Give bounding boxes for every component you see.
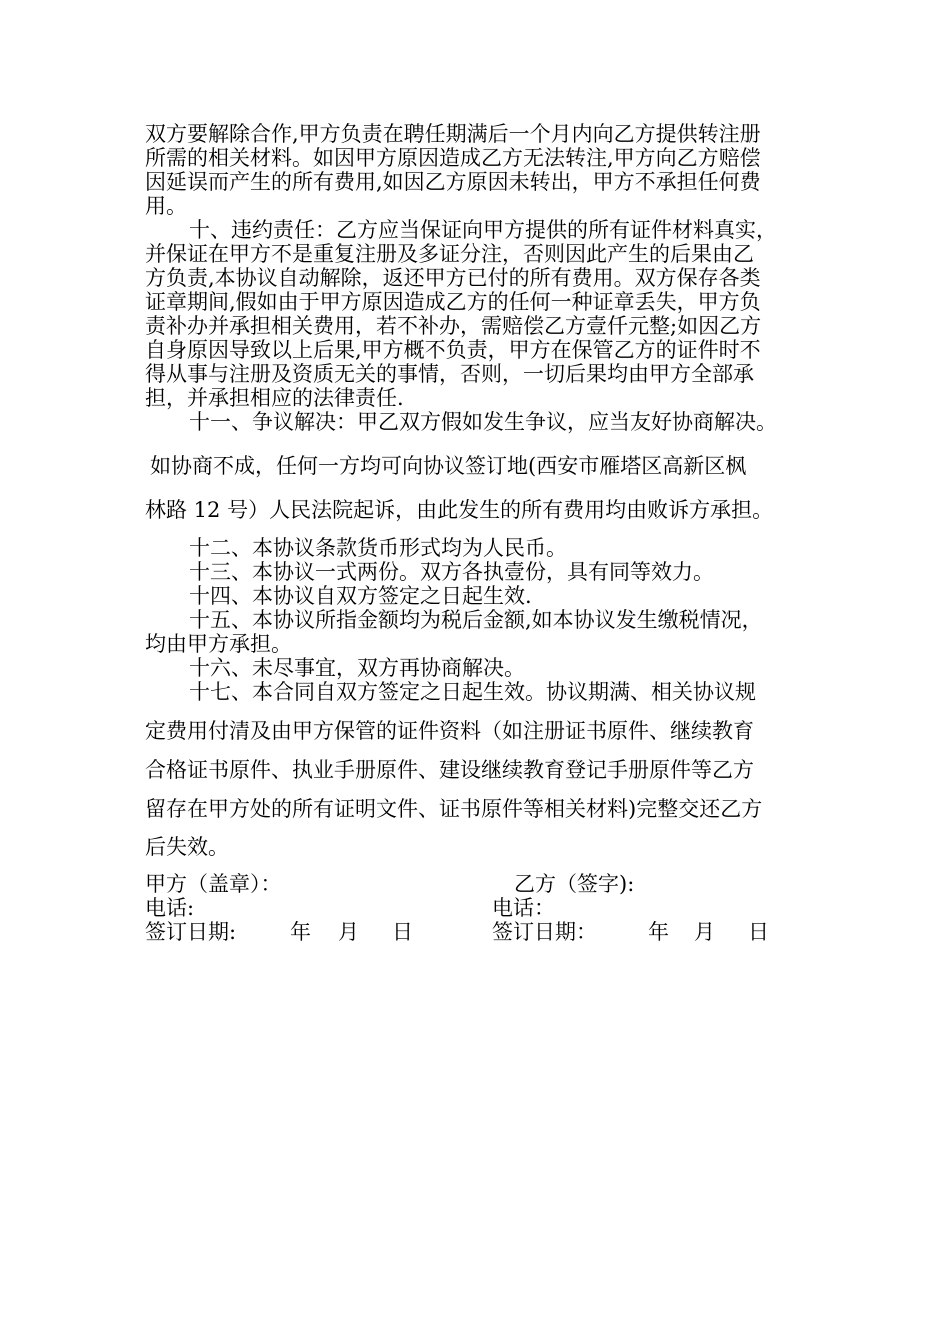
paragraph-line: 所需的相关材料。如因甲方原因造成乙方无法转注,甲方向乙方赔偿 — [145, 146, 761, 170]
clause-eleven-heading: 十一、争议解决：甲乙双方假如发生争议，应当友好协商解决。 — [189, 410, 777, 434]
party-b-phone-label: 电话： — [492, 896, 555, 920]
paragraph-line: 如协商不成，任何一方均可向协议签订地(西安市雁塔区高新区枫 — [150, 454, 747, 478]
clause-fifteen: 十五、本协议所指金额均为税后金额,如本协议发生缴税情况， — [189, 608, 763, 632]
clause-twelve: 十二、本协议条款货币形式均为人民币。 — [189, 536, 567, 560]
clause-fourteen: 十四、本协议自双方签定之日起生效. — [189, 584, 532, 608]
party-a-month: 月 — [338, 920, 359, 944]
party-a-label: 甲方（盖章）： — [145, 872, 282, 896]
party-a-date-label: 签订日期: — [145, 920, 237, 944]
clause-seventeen: 十七、本合同自双方签定之日起生效。协议期满、相关协议规 — [189, 680, 756, 704]
party-a-day: 日 — [392, 920, 413, 944]
party-b-label: 乙方（签字): — [514, 872, 635, 896]
party-b-month: 月 — [694, 920, 715, 944]
clause-sixteen: 十六、未尽事宜，双方再协商解决。 — [189, 656, 525, 680]
paragraph-line: 林路 12 号）人民法院起诉，由此发生的所有费用均由败诉方承担。 — [145, 498, 774, 522]
party-b-date-label: 签订日期： — [492, 920, 597, 944]
paragraph-line: 证章期间,假如由于甲方原因造成乙方的任何一种证章丢失，甲方负 — [145, 290, 761, 314]
paragraph-line: 双方要解除合作,甲方负责在聘任期满后一个月内向乙方提供转注册 — [145, 122, 761, 146]
paragraph-line: 合格证书原件、执业手册原件、建设继续教育登记手册原件等乙方 — [145, 758, 754, 782]
paragraph-line: 得从事与注册及资质无关的事情，否则，一切后果均由甲方全部承 — [145, 362, 754, 386]
party-a-phone-label: 电话: — [145, 896, 195, 920]
paragraph-line: 责补办并承担相关费用，若不补办，需赔偿乙方壹仟元整;如因乙方 — [145, 314, 762, 338]
paragraph-line: 定费用付清及由甲方保管的证件资料（如注册证书原件、继续教育 — [145, 719, 754, 743]
paragraph-line: 用。 — [145, 194, 187, 218]
paragraph-line: 方负责,本协议自动解除，返还甲方已付的所有费用。双方保存各类 — [145, 266, 761, 290]
paragraph-line: 因延误而产生的所有费用,如因乙方原因未转出，甲方不承担任何费 — [145, 170, 761, 194]
paragraph-line: 后失效。 — [145, 835, 229, 859]
paragraph-line: 均由甲方承担。 — [145, 632, 292, 656]
party-a-year: 年 — [290, 920, 311, 944]
clause-ten-heading: 十、违约责任：乙方应当保证向甲方提供的所有证件材料真实， — [189, 218, 777, 242]
party-b-year: 年 — [648, 920, 669, 944]
paragraph-line: 留存在甲方处的所有证明文件、证书原件等相关材料)完整交还乙方 — [145, 797, 763, 821]
paragraph-line: 自身原因导致以上后果,甲方概不负责，甲方在保管乙方的证件时不 — [145, 338, 761, 362]
clause-thirteen: 十三、本协议一式两份。双方各执壹份，具有同等效力。 — [189, 560, 714, 584]
party-b-day: 日 — [748, 920, 769, 944]
paragraph-line: 担，并承担相应的法律责任. — [145, 386, 404, 410]
paragraph-line: 并保证在甲方不是重复注册及多证分注，否则因此产生的后果由乙 — [145, 242, 754, 266]
